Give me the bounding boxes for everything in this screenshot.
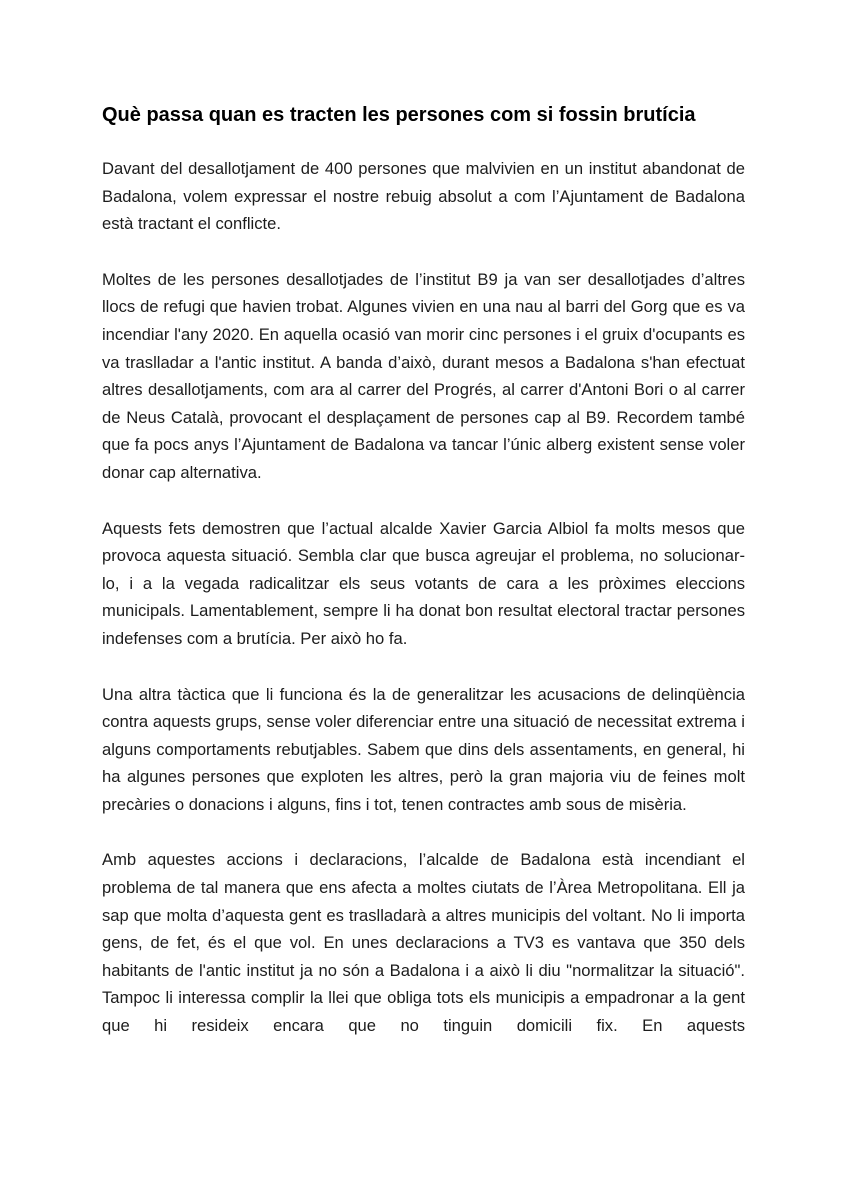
page-title: Què passa quan es tracten les persones com si fossin brutícia (102, 104, 696, 126)
paragraph: Davant del desallotjament de 400 persones que malvivien en un institut abandonat de Badalona, volem expressar el nostre rebuig absolut a com l’Ajuntament de Badalona està tractant el conflicte. (102, 159, 745, 234)
paragraph: Aquests fets demostren que l’actual alcalde Xavier Garcia Albiol fa molts mesos que provoca aquesta situació. Sembla clar que busca agreujar el problema, no solucionar-lo, i a la vegada radicalitzar els seus votants de cara a les pròximes eleccions municipals. Lamentablement, sempre li ha donat bon resultat electoral tractar persones indefenses com a brutícia. Per això ho fa. (102, 518, 745, 648)
paragraph: Amb aquestes accions i declaracions, l’alcalde de Badalona està incendiant el problema de tal manera que ens afecta a moltes ciutats de l’Àrea Metropolitana. Ell ja sap que molta d’aquesta gent es traslladarà a altres municipis del voltant. No li importa gens, de fet, és el que vol. En unes declaracions a TV3 es vantava que 350 dels habitants de l'antic institut ja no són a Badalona i a això li diu "normalitzar la situació". Tampoc li interessa complir la llei que obliga tots els municipis a empadronar a la gent que hi resideix encara que no tinguin domicili fix. En aquests (102, 850, 745, 1036)
article-body (102, 155, 745, 1040)
paragraph: Moltes de les persones desallotjades de l’institut B9 ja van ser desallotjades d’altres llocs de refugi que havien trobat. Algunes vivien en una nau al barri del Gorg que es va incendiar l'any 2020. En aquella ocasió van morir cinc persones i el gruix d'ocupants es va traslladar a l'antic institut. A banda d’això, durant mesos a Badalona s'han efectuat altres desallotjaments, com ara al carrer del Progrés, al carrer d'Antoni Bori o al carrer de Neus Català, provocant el desplaçament de persones cap al B9. Recordem també que fa pocs anys l’Ajuntament de Badalona va tancar l’únic alberg existent sense voler donar cap alternativa. (102, 269, 745, 482)
paragraph: Una altra tàctica que li funciona és la de generalitzar les acusacions de delinqüència contra aquests grups, sense voler diferenciar entre una situació de necessitat extrema i alguns comportaments rebutjables. Sabem que dins dels assentaments, en general, hi ha algunes persones que exploten les altres, però la gran majoria viu de feines molt precàries o donacions i alguns, fins i tot, tenen contractes amb sous de misèria. (102, 684, 745, 814)
